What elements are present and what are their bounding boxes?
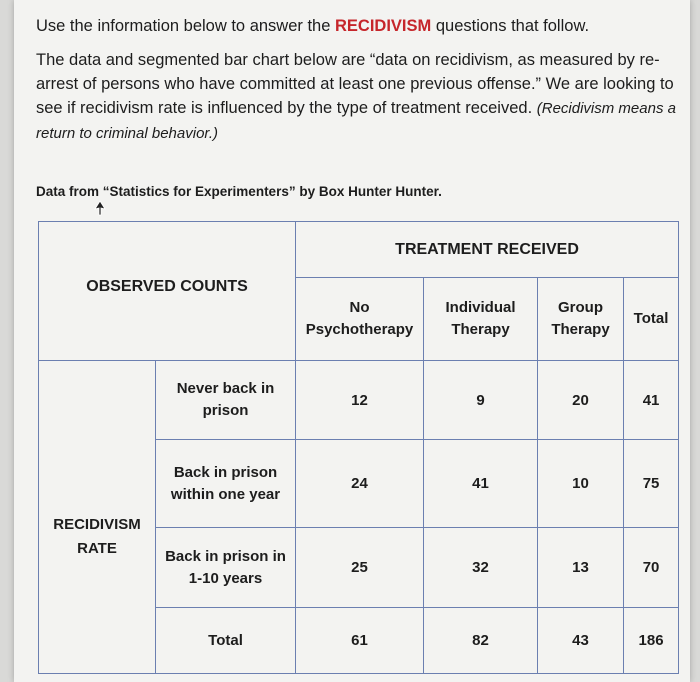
cell-value: 41 bbox=[424, 440, 538, 528]
cell-value: 70 bbox=[624, 528, 679, 608]
intro-paragraph-italic: (Recidivism means a return to criminal behavior.) bbox=[36, 100, 676, 142]
cell-value: 10 bbox=[538, 440, 624, 528]
cell-value: 41 bbox=[624, 361, 679, 440]
cell-value: 82 bbox=[424, 608, 538, 674]
cell-value: 24 bbox=[296, 440, 424, 528]
intro-paragraph-main: The data and segmented bar chart below are “data on recidivism, as measured by re-arrest of persons who have committed at least one previous offense.” We are looking to see if recidivism rate is influenced by the type of treatment received. bbox=[36, 51, 674, 117]
col-header-individual-therapy: Individual Therapy bbox=[424, 278, 538, 361]
cell-value: 13 bbox=[538, 528, 624, 608]
observed-counts-label: OBSERVED COUNTS bbox=[39, 222, 296, 361]
intro-heading-suffix: questions that follow. bbox=[431, 17, 590, 35]
data-source-note: Data from “Statistics for Experimenters” by Box Hunter Hunter. bbox=[36, 184, 442, 199]
row-header-total: Total bbox=[156, 608, 296, 674]
treatment-received-header: TREATMENT RECEIVED bbox=[296, 222, 679, 278]
cell-value: 186 bbox=[624, 608, 679, 674]
row-header-never-back: Never back in prison bbox=[156, 361, 296, 440]
cell-value: 43 bbox=[538, 608, 624, 674]
row-header-back-within-year: Back in prison within one year bbox=[156, 440, 296, 528]
observed-counts-table bbox=[38, 221, 679, 674]
cell-value: 75 bbox=[624, 440, 679, 528]
document-page bbox=[14, 0, 690, 682]
cell-value: 9 bbox=[424, 361, 538, 440]
cell-value: 12 bbox=[296, 361, 424, 440]
intro-heading bbox=[36, 14, 676, 38]
table-row bbox=[39, 361, 679, 440]
cell-value: 25 bbox=[296, 528, 424, 608]
cell-value: 61 bbox=[296, 608, 424, 674]
recidivism-highlight: RECIDIVISM bbox=[335, 17, 432, 35]
recidivism-rate-label: RECIDIVISM RATE bbox=[39, 361, 156, 674]
col-header-total: Total bbox=[624, 278, 679, 361]
mouse-cursor-icon bbox=[92, 200, 108, 216]
intro-heading-prefix: Use the information below to answer the bbox=[36, 17, 335, 35]
cell-value: 20 bbox=[538, 361, 624, 440]
intro-paragraph bbox=[36, 48, 676, 146]
row-header-back-1-10-years: Back in prison in 1-10 years bbox=[156, 528, 296, 608]
cell-value: 32 bbox=[424, 528, 538, 608]
intro-text bbox=[36, 14, 676, 146]
col-header-no-psychotherapy: No Psychotherapy bbox=[296, 278, 424, 361]
col-header-group-therapy: Group Therapy bbox=[538, 278, 624, 361]
